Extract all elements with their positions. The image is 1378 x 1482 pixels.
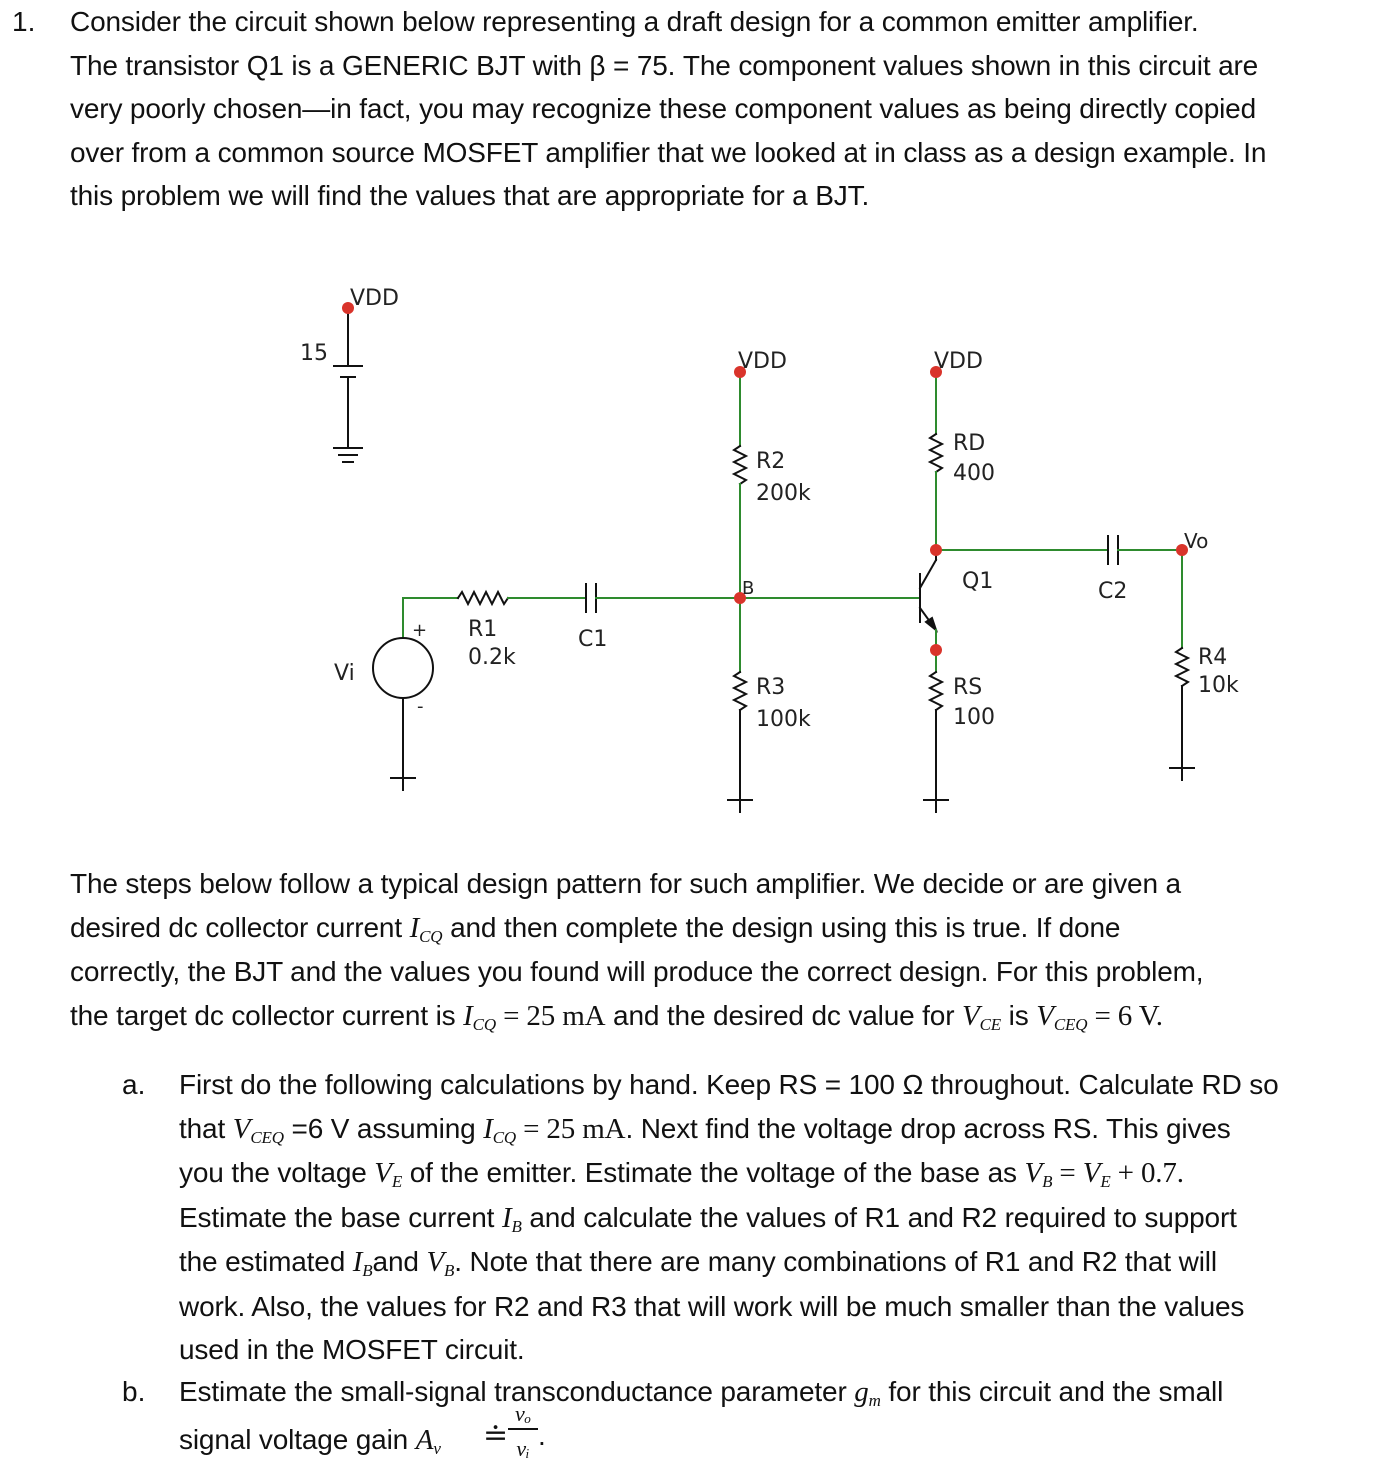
design-paragraph [70,862,1203,1038]
math-text: = [1052,1157,1083,1189]
r1-value: 0.2k [468,645,516,670]
text-run: desired dc collector current [70,911,410,943]
text-run: the estimated [179,1246,353,1277]
text-run: is [1001,999,1037,1031]
r3-name: R3 [756,675,786,700]
supply-label: VDD [350,286,399,311]
node-dot [930,544,942,556]
text-run: Estimate the small-signal transconductance parameter [179,1376,855,1407]
math-sub: v [433,1439,441,1458]
math-sub: B [362,1261,373,1280]
part-a-line [179,1151,1279,1196]
part-a-line: First do the following calculations by hand. Keep RS = 100 Ω throughout. Calculate RD so [179,1069,1279,1100]
math-sub: B [1042,1172,1053,1191]
rs-name: RS [953,675,983,700]
rs-value: 100 [953,705,995,730]
part-a-line [179,1196,1279,1241]
math-var: V [232,1112,251,1145]
supply-source [334,312,362,462]
part-a-text [179,1063,1279,1372]
fraction-bar [508,1428,538,1430]
vi-source-circle [373,638,433,698]
node-b-label: B [742,578,755,599]
vdd-rd-label: VDD [934,349,983,374]
math-sub: CQ [472,1014,496,1034]
c1-name: C1 [578,627,608,652]
math-text: + 0.7. [1110,1157,1184,1189]
math-text: = 25 mA [516,1112,626,1145]
r3-value: 100k [756,707,811,732]
r4-resistor [1176,648,1188,686]
math-var: V [1024,1157,1043,1189]
vi-minus: - [417,696,424,717]
r1-name: R1 [468,617,498,642]
math-sub: CE [979,1014,1002,1034]
text-run: that [179,1112,233,1144]
part-a-label: a. [122,1069,146,1100]
intro-line: over from a common source MOSFET amplifier that we looked at in class as a design example. In [70,136,1267,168]
text-run: you the voltage [179,1157,375,1188]
vo-label: Vo [1184,529,1209,553]
r2-value: 200k [756,481,811,506]
text-run: and the desired dc value for [605,999,963,1031]
design-line: correctly, the BJT and the values you found will produce the correct design. For this problem, [70,956,1204,987]
part-a-line: work. Also, the values for R2 and R3 that will work will be much smaller than the values [179,1290,1245,1322]
math-sub: CQ [492,1127,517,1147]
rd-name: RD [953,431,986,456]
math-text: = 6 V. [1087,999,1163,1032]
intro-line: Consider the circuit shown below representing a draft design for a common emitter amplifier. [70,6,1199,37]
math-var: I [352,1246,363,1278]
part-a-line [179,1107,1279,1152]
math-var: I [409,911,420,944]
math-var: g [854,1376,869,1408]
r2-resistor [734,446,746,484]
r2-name: R2 [756,449,786,474]
math-var: V [374,1157,392,1189]
text-run: the target dc collector current is [70,999,464,1031]
q1-name: Q1 [962,569,994,594]
period: . [538,1420,546,1451]
math-sub: m [868,1391,881,1410]
math-var: V [426,1246,445,1278]
math-var: V [1036,999,1054,1032]
text-run: =6 V assuming [283,1112,484,1144]
text-run: and [372,1246,427,1277]
math-sub: CEQ [1053,1014,1088,1034]
design-line: The steps below follow a typical design pattern for such amplifier. We decide or are given a [70,868,1181,899]
design-line [70,906,1203,951]
math-sub: E [391,1172,403,1191]
text-run: of the emitter. Estimate the voltage of the base as [402,1157,1025,1188]
part-a-line [179,1240,1279,1285]
math-sub: CQ [419,926,443,946]
fraction-numerator: vₒ [514,1401,532,1426]
intro-line: very poorly chosen—in fact, you may recognize these component values as being directly copied [70,93,1257,124]
math-var: A [415,1424,434,1456]
supply-value: 15 [300,341,328,366]
q1-transistor [920,550,936,630]
vi-label: Vi [334,661,355,686]
math-var: I [501,1201,512,1234]
math-sub: B [444,1261,455,1280]
node-dot [930,644,942,656]
intro-line: this problem we will find the values that are appropriate for a BJT. [70,180,870,211]
gain-fraction [508,1402,538,1466]
r1-resistor [458,592,508,604]
math-var: I [463,999,473,1032]
part-b-line [179,1370,1223,1415]
approx-sign: ≐ [483,1418,509,1453]
text-run: Estimate the base current [179,1201,502,1233]
vi-plus: + [412,620,428,641]
rd-value: 400 [953,461,995,486]
text-run: and calculate the values of R1 and R2 required to support [521,1201,1237,1233]
math-text: = 25 mA [496,999,606,1032]
design-line [70,994,1203,1039]
part-b-line [179,1418,441,1463]
text-run: and then complete the design using this is true. If done [442,911,1121,943]
text-run: . Next find the voltage drop across RS. This gives [625,1112,1231,1144]
part-b-label: b. [122,1376,146,1407]
rs-resistor [930,672,942,710]
math-sub: B [511,1216,522,1236]
vdd-r2-label: VDD [738,349,787,374]
r4-value: 10k [1198,673,1239,698]
math-var: V [962,999,980,1032]
problem-number: 1. [12,6,36,37]
intro-line: The transistor Q1 is a GENERIC BJT with β = 75. The component values shown in this circuit are [70,49,1259,81]
r4-name: R4 [1198,645,1228,670]
math-sub: E [1100,1172,1111,1191]
math-sub: CEQ [250,1127,284,1147]
text-run: . Note that there are many combinations of R1 and R2 that will [454,1246,1217,1277]
text-run: for this circuit and the small [880,1376,1224,1407]
math-var: I [483,1112,493,1145]
vi-source [373,584,920,790]
text-run: signal voltage gain [179,1424,416,1455]
part-a-line: used in the MOSFET circuit. [179,1334,525,1365]
rd-resistor [930,434,942,472]
fraction-denominator: vᵢ [516,1436,530,1461]
r3-resistor [734,672,746,710]
c2-name: C2 [1098,579,1128,604]
math-var: V [1082,1157,1101,1189]
